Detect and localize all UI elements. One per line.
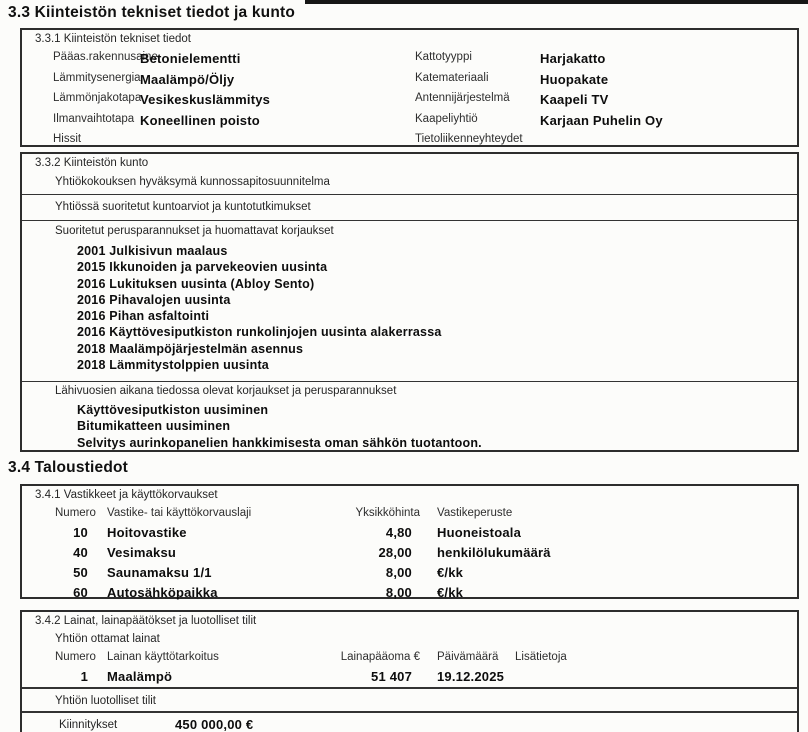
repair-item: Käyttövesiputkiston uusiminen	[77, 403, 269, 417]
repair-item: 2018 Lämmitystolppien uusinta	[77, 358, 269, 373]
field-row	[22, 113, 797, 133]
charge-basis: €/kk	[437, 565, 464, 580]
col-header-numero: Numero	[55, 507, 96, 519]
col-header-lainapaaoma: Lainapääoma €	[340, 651, 420, 663]
mortgages-value: 450 000,00 €	[175, 717, 254, 732]
field-label: Katemateriaali	[415, 71, 489, 84]
divider	[22, 687, 797, 689]
field-label: Ilmanvaihtotapa	[53, 112, 135, 125]
repair-item: Bitumikatteen uusiminen	[77, 419, 231, 434]
col-header-yksikkohinta: Yksikköhinta	[355, 507, 420, 519]
field-value: Vesikeskuslämmitys	[140, 92, 271, 107]
field-label: Kattotyyppi	[415, 51, 472, 63]
repair-item: Selvitys aurinkopanelien hankkimisesta oman sähkön tuotantoon.	[77, 435, 482, 450]
repair-item: 2001 Julkisivun maalaus	[77, 244, 228, 258]
field-row	[22, 51, 797, 71]
table-row	[22, 565, 797, 583]
completed-repairs-list	[77, 243, 442, 373]
charge-basis: henkilölukumäärä	[437, 545, 551, 560]
field-row	[22, 133, 797, 153]
field-label: Tietoliikenneyhteydet	[415, 132, 523, 145]
table-row	[22, 585, 797, 603]
field-label: Antennijärjestelmä	[415, 92, 510, 104]
field-value: Harjakatto	[540, 51, 606, 66]
charge-basis: Huoneistoala	[437, 525, 522, 540]
condition-box	[20, 152, 799, 452]
charge-type: Saunamaksu 1/1	[107, 565, 212, 580]
col-header-vastikeperuste: Vastikeperuste	[437, 507, 513, 519]
repair-item: 2016 Lukituksen uusinta (Abloy Sento)	[77, 276, 315, 291]
charge-number: 40	[73, 545, 88, 560]
upcoming-repairs-label: Lähivuosien aikana tiedossa olevat korjaukset ja perusparannukset	[55, 385, 397, 397]
loan-number: 1	[80, 669, 88, 684]
table-row	[22, 669, 797, 687]
company-loans-label: Yhtiön ottamat lainat	[55, 633, 160, 645]
completed-repairs-label: Suoritetut perusparannukset ja huomattavat korjaukset	[55, 225, 334, 237]
loan-purpose: Maalämpö	[107, 669, 173, 684]
field-row	[22, 92, 797, 112]
charges-header-row	[22, 507, 797, 525]
charge-number: 60	[73, 585, 88, 600]
charge-type: Hoitovastike	[107, 525, 187, 540]
col-header-paivamaara: Päivämäärä	[437, 651, 499, 663]
section-341-label: 3.4.1 Vastikkeet ja käyttökorvaukset	[35, 489, 218, 501]
field-row	[22, 72, 797, 92]
field-value: Maalämpö/Öljy	[140, 71, 235, 87]
loans-header-row	[22, 651, 797, 669]
divider	[22, 381, 797, 382]
charge-unit-price: 8,00	[385, 565, 412, 580]
loan-date: 19.12.2025	[437, 669, 505, 684]
field-value: Betonielementti	[140, 51, 241, 66]
section-332-label: 3.3.2 Kiinteistön kunto	[35, 157, 149, 169]
scan-artifact-line	[305, 0, 808, 4]
table-row	[22, 545, 797, 563]
mortgages-label: Kiinnitykset	[59, 719, 118, 731]
field-label: Kaapeliyhtiö	[415, 112, 478, 125]
charge-unit-price: 4,80	[385, 525, 412, 540]
repair-item: 2018 Maalämpöjärjestelmän asennus	[77, 341, 304, 356]
charge-type: Vesimaksu	[107, 545, 177, 560]
charge-number: 10	[73, 525, 88, 540]
maintenance-plan-label: Yhtiökokouksen hyväksymä kunnossapitosuunnitelma	[55, 176, 330, 188]
section-34-heading: 3.4 Taloustiedot	[8, 459, 129, 476]
charge-basis: €/kk	[437, 585, 464, 600]
divider	[22, 194, 797, 195]
repair-item: 2015 Ikkunoiden ja parvekeovien uusinta	[77, 260, 328, 275]
repair-item: 2016 Pihan asfaltointi	[77, 309, 210, 324]
assessments-label: Yhtiössä suoritetut kuntoarviot ja kuntotutkimukset	[55, 201, 311, 213]
field-value: Huopakate	[540, 71, 609, 87]
section-342-label: 3.4.2 Lainat, lainapäätökset ja luotolliset tilit	[35, 615, 257, 627]
table-row	[22, 525, 797, 543]
repair-item: 2016 Käyttövesiputkiston runkolinjojen uusinta alakerrassa	[77, 325, 442, 340]
repair-item: 2016 Pihavalojen uusinta	[77, 292, 231, 307]
section-331-label: 3.3.1 Kiinteistön tekniset tiedot	[35, 33, 191, 45]
field-value: Kaapeli TV	[540, 92, 609, 107]
field-label: Pääas.rakennusaine	[53, 51, 158, 63]
field-value: Karjaan Puhelin Oy	[540, 112, 663, 128]
field-label: Lämmitysenergia	[53, 71, 141, 84]
col-header-kayttotarkoitus: Lainan käyttötarkoitus	[107, 651, 219, 663]
divider	[22, 711, 797, 713]
credit-accounts-label: Yhtiön luotolliset tilit	[55, 695, 156, 707]
col-header-laji: Vastike- tai käyttökorvauslaji	[107, 507, 252, 519]
technical-info-box	[20, 28, 799, 147]
col-header-numero: Numero	[55, 651, 96, 663]
field-label: Hissit	[53, 132, 82, 145]
loan-principal: 51 407	[371, 669, 412, 684]
loans-box	[20, 610, 799, 732]
charge-unit-price: 28,00	[378, 545, 412, 560]
charges-box	[20, 484, 799, 599]
col-header-lisatietoja: Lisätietoja	[515, 651, 567, 663]
divider	[22, 220, 797, 221]
charge-unit-price: 8,00	[385, 585, 412, 600]
charge-type: Autosähköpaikka	[107, 585, 218, 600]
upcoming-repairs-list	[77, 402, 482, 451]
charge-number: 50	[73, 565, 88, 580]
field-label: Lämmönjakotapa	[53, 92, 142, 104]
field-value: Koneellinen poisto	[140, 112, 260, 128]
section-33-heading: 3.3 Kiinteistön tekniset tiedot ja kunto	[8, 4, 296, 21]
